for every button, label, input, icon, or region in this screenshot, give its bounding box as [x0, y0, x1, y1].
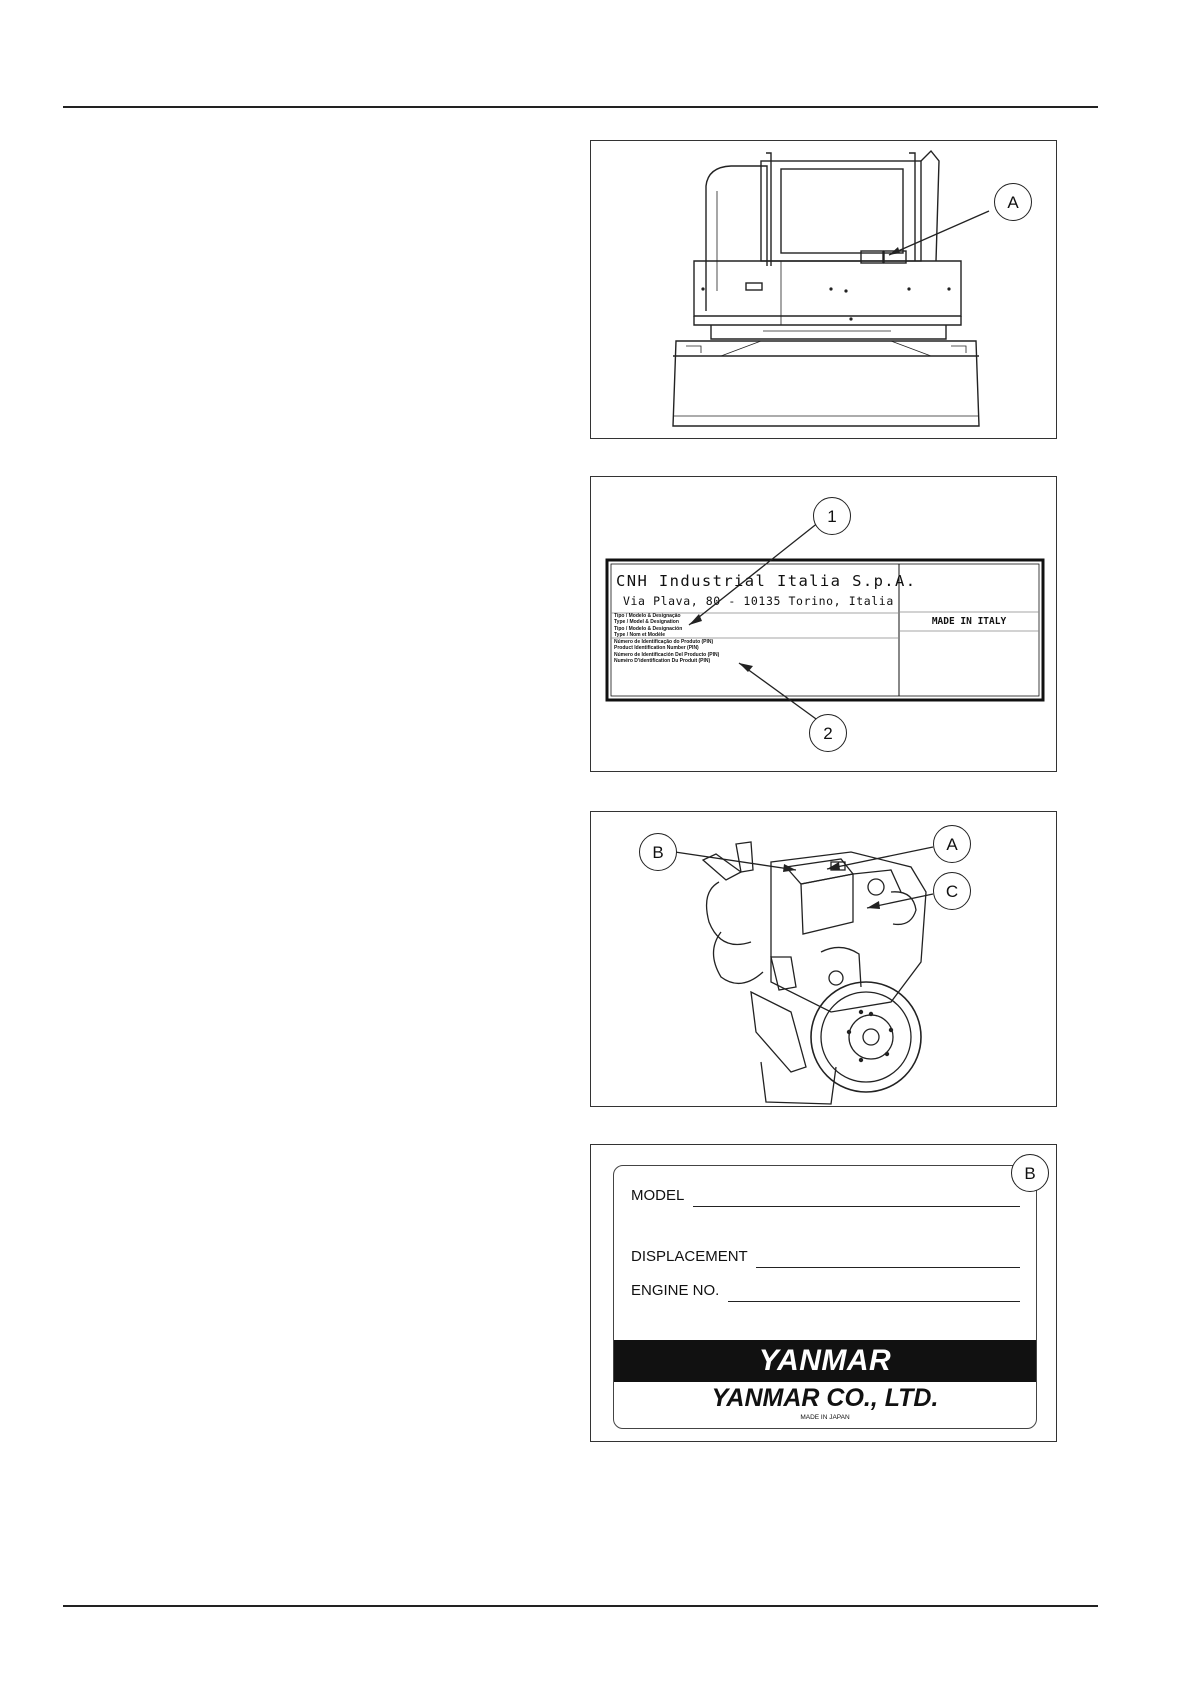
model-line: Type / Model & Designation	[614, 619, 679, 626]
engine-no-label: ENGINE NO.	[631, 1282, 720, 1299]
plate-made-in: MADE IN ITALY	[931, 616, 1007, 627]
callout-2: 2	[809, 714, 847, 752]
model-line: Tipo / Modelo & Designação	[614, 613, 681, 619]
displacement-line	[756, 1267, 1020, 1268]
machine-rear-drawing	[591, 141, 1057, 439]
engine-no-line	[728, 1301, 1020, 1302]
header-rule	[63, 106, 1098, 108]
displacement-label: DISPLACEMENT	[631, 1248, 748, 1265]
plate-address: Via Plava, 80 - 10135 Torino, Italia	[623, 594, 894, 608]
figure-cnh-plate	[590, 476, 1057, 772]
made-in-japan: MADE IN JAPAN	[800, 1414, 850, 1421]
figure-engine	[590, 811, 1057, 1107]
company-name: YANMAR CO., LTD.	[711, 1384, 939, 1412]
model-label: MODEL	[631, 1187, 685, 1204]
callout-1: 1	[813, 497, 851, 535]
model-line	[693, 1206, 1020, 1207]
callout-b: B	[1011, 1154, 1049, 1192]
figure-yanmar-plate	[590, 1144, 1057, 1442]
pin-line: Product Identification Number (PIN)	[614, 645, 699, 652]
pin-line: Número de Identificación Del Producto (PIN)	[614, 651, 720, 658]
callout-b: B	[639, 833, 677, 871]
brand-logo: YANMAR	[758, 1344, 892, 1377]
model-line: Tipo / Modelo & Designación	[614, 625, 683, 632]
model-line: Type / Nom et Modèle	[614, 631, 666, 638]
yanmar-plate	[613, 1165, 1037, 1429]
plate-company: CNH Industrial Italia S.p.A.	[616, 572, 917, 590]
pin-line: Numéro D'identification Du Produit (PIN)	[614, 657, 711, 664]
footer-rule	[63, 1605, 1098, 1607]
callout-a: A	[994, 183, 1032, 221]
callout-c: C	[933, 872, 971, 910]
callout-a: A	[933, 825, 971, 863]
figure-machine-rear	[590, 140, 1057, 439]
pin-line: Número de Identificação do Produto (PIN)	[614, 639, 714, 645]
